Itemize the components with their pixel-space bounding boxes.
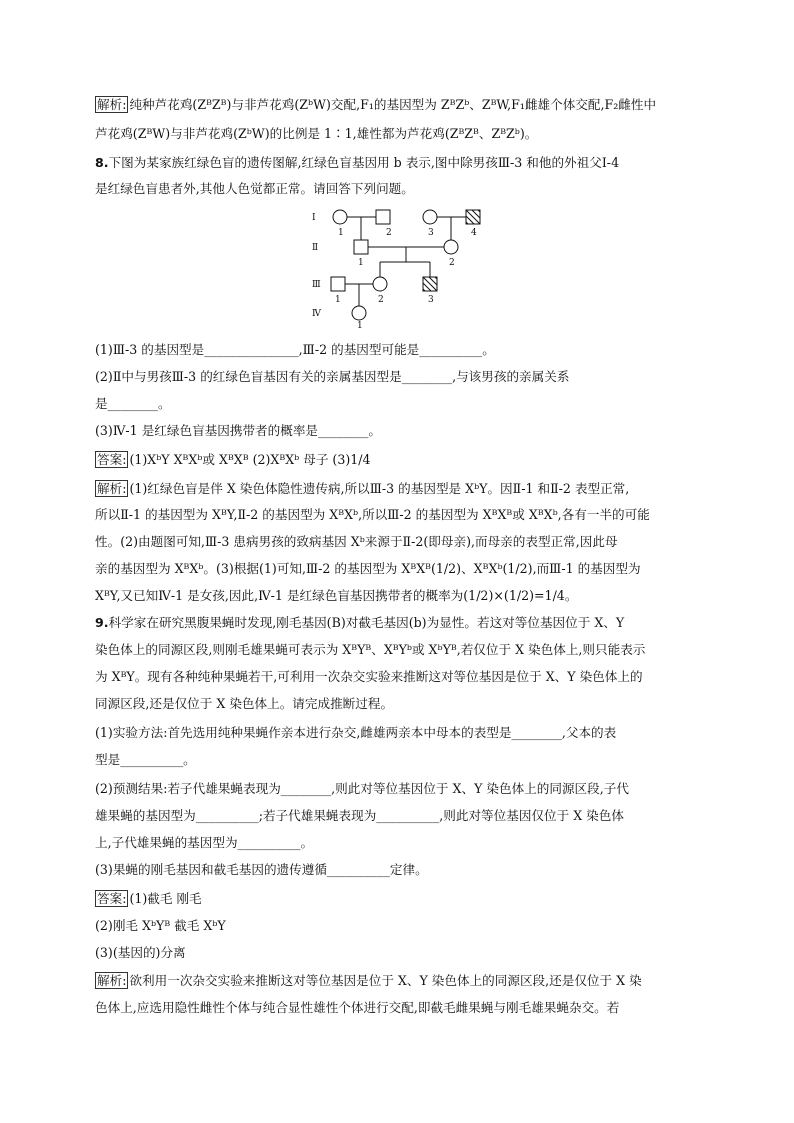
line-text: 型是__________。: [95, 752, 196, 767]
line-text: (1)实验方法:首先选用纯种果蝇作亲本进行杂交,雌雄两亲本中母本的表型是________,父本的表: [95, 725, 617, 740]
question-number: 9.: [95, 615, 109, 630]
line-24: [95, 861, 700, 879]
line-4: [95, 180, 700, 198]
gen-label-I: Ⅰ: [312, 213, 316, 223]
line-text: 为 XᴮY。现有各种纯种果蝇若干,可利用一次杂交实验来推断这对等位基因是位于 X、Y 染色体上的: [95, 669, 643, 684]
line-text: (1)XᵇY XᴮXᵇ或 XᴮXᴮ (2)XᴮXᵇ 母子 (3)1/4: [129, 452, 371, 467]
line-11: [95, 506, 700, 524]
line-25: [95, 890, 700, 908]
line-text: (3)果蝇的刚毛基因和截毛基因的遗传遵循__________定律。: [95, 862, 428, 877]
line-14: [95, 587, 700, 605]
line-text: (3)(基因的)分离: [95, 945, 186, 960]
line-text: 染色体上的同源区段,则刚毛雄果蝇可表示为 XᴮYᴮ、XᴮYᵇ或 XᵇYᴮ,若仅位于 X 染色体上,则只能表示: [95, 642, 646, 657]
line-29: [95, 999, 700, 1017]
I-2-male: [376, 210, 390, 224]
line-text: 同源区段,还是仅位于 X 染色体上。请完成推断过程。: [95, 696, 394, 711]
II-2-female: [444, 240, 458, 254]
analysis-tag: 解析:: [97, 973, 127, 988]
line-text: 雄果蝇的基因型为__________;若子代雄果蝇表现为__________,则此对等位基因仅位于 X 染色体: [95, 808, 624, 823]
pedigree-chart: [300, 202, 500, 328]
line-12: [95, 533, 700, 551]
line-text: (2)刚毛 XᵇYᴮ 截毛 XᵇY: [95, 918, 226, 933]
line-20: [95, 751, 700, 769]
line-text: (1)红绿色盲是伴 X 染色体隐性遗传病,所以Ⅲ-3 的基因型是 XᵇY。因Ⅱ-1 和Ⅱ-2 表型正常,: [129, 481, 630, 496]
III-2-female: [373, 277, 387, 291]
line-text: 下图为某家族红绿色盲的遗传图解,红绿色盲基因用 b 表示,图中除男孩Ⅲ-3 和他的外祖父Ⅰ-4: [108, 155, 620, 170]
line-17: [95, 668, 700, 686]
line-8: [95, 422, 700, 440]
line-text: (3)Ⅳ-1 是红绿色盲基因携带者的概率是________。: [95, 423, 381, 438]
line-28: [95, 972, 700, 990]
analysis-tag: 解析:: [97, 481, 127, 496]
I-3-female: [423, 210, 437, 224]
I-1-label: 1: [338, 228, 344, 238]
line-19: [95, 724, 700, 742]
line-10: [95, 480, 700, 498]
line-26: [95, 917, 700, 935]
line-text: 科学家在研究黑腹果蝇时发现,刚毛基因(B)对截毛基因(b)为显性。若这对等位基因位于 X、Y: [108, 615, 625, 630]
analysis-tag: 解析:: [97, 97, 127, 112]
line-7: [95, 395, 700, 413]
line-22: [95, 807, 700, 825]
line-16: [95, 641, 700, 659]
line-5: [95, 341, 700, 359]
line-13: [95, 560, 700, 578]
line-text: 芦花鸡(ZᴮW)与非芦花鸡(ZᵇW)的比例是 1∶1,雄性都为芦花鸡(ZᴮZᴮ、ZᴮZᵇ)。: [95, 126, 538, 141]
III-1-male: [331, 277, 345, 291]
line-text: 是红绿色盲患者外,其他人色觉都正常。请回答下列问题。: [95, 181, 414, 196]
line-text: 欲利用一次杂交实验来推断这对等位基因是位于 X、Y 染色体上的同源区段,还是仅位于 X 染: [129, 973, 642, 988]
IV-1-label: 1: [357, 321, 363, 328]
I-1-female: [333, 210, 347, 224]
line-2: [95, 125, 700, 143]
line-text: 性。(2)由题图可知,Ⅲ-3 患病男孩的致病基因 Xᵇ来源于Ⅱ-2(即母亲),而母亲的表型正常,因此母: [95, 534, 618, 549]
III-2-label: 2: [378, 295, 384, 305]
line-15: [95, 614, 700, 632]
I-3-label: 3: [428, 228, 434, 238]
question-number: 8.: [95, 155, 109, 170]
line-text: 上,子代雄果蝇的基因型为__________。: [95, 835, 314, 850]
line-text: (2)预测结果:若子代雄果蝇表现为________,则此对等位基因位于 X、Y 染色体上的同源区段,子代: [95, 781, 629, 796]
line-9: [95, 451, 700, 469]
line-text: XᴮY,又已知Ⅳ-1 是女孩,因此,Ⅳ-1 是红绿色盲基因携带者的概率为(1/2)×(1/2)=1/4。: [95, 588, 578, 603]
line-23: [95, 834, 700, 852]
I-4-label: 4: [471, 228, 477, 238]
answer-tag: 答案:: [97, 891, 127, 906]
line-6: [95, 368, 700, 386]
III-3-label: 3: [428, 295, 434, 305]
line-21: [95, 780, 700, 798]
line-text: (2)Ⅱ中与男孩Ⅲ-3 的红绿色盲基因有关的亲属基因型是________,与该男孩的亲属关系: [95, 369, 570, 384]
line-text: 所以Ⅱ-1 的基因型为 XᴮY,Ⅱ-2 的基因型为 XᴮXᵇ,所以Ⅲ-2 的基因型为 XᴮXᴮ或 XᴮXᵇ,各有一半的可能: [95, 507, 650, 522]
line-text: 色体上,应选用隐性雌性个体与纯合显性雄性个体进行交配,即截毛雌果蝇与刚毛雄果蝇杂交。若: [95, 1000, 620, 1015]
answer-tag: 答案:: [97, 452, 127, 467]
line-text: (1)Ⅲ-3 的基因型是_______________,Ⅲ-2 的基因型可能是__________。: [95, 342, 495, 357]
line-27: [95, 944, 700, 962]
line-3: [95, 154, 700, 172]
gen-label-III: Ⅲ: [312, 280, 321, 290]
line-text: 纯种芦花鸡(ZᴮZᴮ)与非芦花鸡(ZᵇW)交配,F₁的基因型为 ZᴮZᵇ、ZᴮW,F₁雌雄个体交配,F₂雌性中: [129, 97, 657, 112]
gen-label-II: Ⅱ: [312, 243, 319, 253]
III-1-label: 1: [335, 295, 341, 305]
II-2-label: 2: [449, 258, 455, 268]
line-text: 是________。: [95, 396, 171, 411]
IV-1-female: [352, 306, 366, 320]
line-18: [95, 695, 700, 713]
gen-label-IV: Ⅳ: [312, 309, 321, 319]
II-1-male: [354, 240, 368, 254]
II-1-label: 1: [358, 258, 364, 268]
line-text: (1)截毛 刚毛: [129, 891, 202, 906]
I-2-label: 2: [386, 228, 392, 238]
line-text: 亲的基因型为 XᴮXᵇ。(3)根据(1)可知,Ⅲ-2 的基因型为 XᴮXᴮ(1/2)、XᴮXᵇ(1/2),而Ⅲ-1 的基因型为: [95, 561, 641, 576]
line-1: [95, 96, 700, 114]
